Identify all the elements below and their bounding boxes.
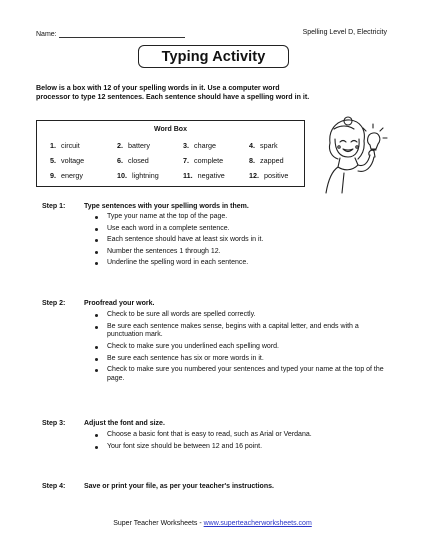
word-item: 6. closed bbox=[117, 156, 149, 165]
step-3-bullet-list bbox=[95, 431, 395, 454]
list-item: Underline the spelling word in each sentence. bbox=[95, 259, 395, 268]
name-label: Name: bbox=[36, 31, 57, 38]
list-item: Your font size should be between 12 and 16 point. bbox=[95, 443, 395, 452]
list-item: Number the sentences 1 through 12. bbox=[95, 248, 395, 257]
list-item: Check to make sure you numbered your sentences and typed your name at the top of the page. bbox=[95, 366, 395, 384]
step-1-label: Step 1: bbox=[42, 203, 66, 210]
word-item: 5. voltage bbox=[50, 156, 85, 165]
word-item: 2. battery bbox=[117, 141, 150, 150]
word-item: 10. lightning bbox=[117, 171, 159, 180]
intro-text: Below is a box with 12 of your spelling words in it. Use a computer word processor to type 12 sentences. Each sentence should have a spelling word in it. bbox=[36, 84, 310, 102]
page-title: Typing Activity bbox=[138, 45, 289, 68]
girl-with-lightbulb-illustration bbox=[318, 115, 388, 200]
list-item: Each sentence should have at least six words in it. bbox=[95, 236, 395, 245]
step-4-label: Step 4: bbox=[42, 483, 66, 490]
step-2-bullet-list bbox=[95, 311, 395, 387]
footer bbox=[0, 520, 425, 527]
step-2-title: Proofread your work. bbox=[84, 300, 155, 307]
word-item: 11. negative bbox=[183, 171, 225, 180]
list-item: Type your name at the top of the page. bbox=[95, 213, 395, 222]
word-item: 1. circuit bbox=[50, 141, 80, 150]
word-box bbox=[36, 120, 305, 187]
name-blank-line bbox=[59, 29, 185, 38]
spelling-level: Spelling Level D, Electricity bbox=[302, 29, 387, 36]
step-2-label: Step 2: bbox=[42, 300, 66, 307]
footer-text: Super Teacher Worksheets - bbox=[113, 520, 204, 527]
step-3-label: Step 3: bbox=[42, 420, 66, 427]
list-item: Be sure each sentence makes sense, begins with a capital letter, and ends with a punctuation mark. bbox=[95, 323, 395, 341]
word-item: 9. energy bbox=[50, 171, 83, 180]
footer-link[interactable]: www.superteacherworksheets.com bbox=[203, 520, 312, 527]
word-item: 8. zapped bbox=[249, 156, 284, 165]
word-item: 3. charge bbox=[183, 141, 216, 150]
list-item: Use each word in a complete sentence. bbox=[95, 225, 395, 234]
step-3-title: Adjust the font and size. bbox=[84, 420, 165, 427]
list-item: Be sure each sentence has six or more words in it. bbox=[95, 355, 395, 364]
word-item: 7. complete bbox=[183, 156, 224, 165]
list-item: Choose a basic font that is easy to read, such as Arial or Verdana. bbox=[95, 431, 395, 440]
name-field bbox=[36, 29, 185, 38]
step-1-bullet-list bbox=[95, 213, 395, 271]
step-4-title: Save or print your file, as per your teacher's instructions. bbox=[84, 483, 274, 490]
step-1-title: Type sentences with your spelling words in them. bbox=[84, 203, 249, 210]
list-item: Check to be sure all words are spelled correctly. bbox=[95, 311, 395, 320]
list-item: Check to make sure you underlined each spelling word. bbox=[95, 343, 395, 352]
word-item: 4. spark bbox=[249, 141, 278, 150]
word-box-title: Word Box bbox=[154, 126, 187, 133]
word-item: 12. positive bbox=[249, 171, 289, 180]
